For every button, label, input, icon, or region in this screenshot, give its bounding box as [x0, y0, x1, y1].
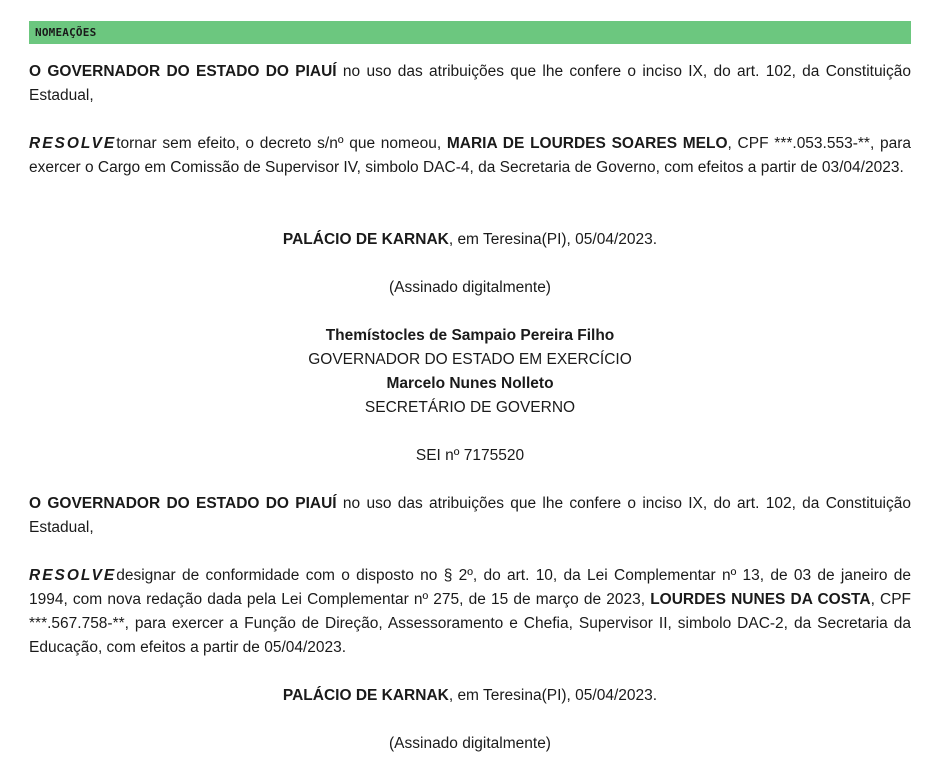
act2-place-date-text: , em Teresina(PI), 05/04/2023.: [448, 687, 658, 704]
section-header: [29, 21, 911, 44]
act1-resolution: [29, 132, 911, 180]
act2-governor-heading: O GOVERNADOR DO ESTADO DO PIAUÍ: [29, 495, 337, 512]
act1-palace-name: PALÁCIO DE KARNAK: [282, 231, 449, 248]
act1-preamble: [29, 60, 911, 108]
act1-signer2-title: SECRETÁRIO DE GOVERNO: [364, 399, 576, 416]
act1-resolve-word: RESOLVE: [29, 135, 117, 152]
act2-palace-name: PALÁCIO DE KARNAK: [282, 687, 449, 704]
act1-governor-heading: O GOVERNADOR DO ESTADO DO PIAUÍ: [29, 63, 337, 80]
act2-resolve-word: RESOLVE: [29, 567, 117, 584]
act2-preamble: [29, 492, 911, 540]
section-title: NOMEAÇÕES: [35, 26, 97, 39]
act1-person-name: MARIA DE LOURDES SOARES MELO: [446, 135, 728, 152]
act1-resolution-text-start: tornar sem efeito, o decreto s/nº que nomeou,: [116, 135, 447, 152]
act2-signature-note: (Assinado digitalmente): [389, 735, 551, 752]
act1-place-date: [29, 228, 911, 252]
act2-person-name: LOURDES NUNES DA COSTA: [650, 591, 871, 608]
act1-signer1-name: [29, 324, 911, 348]
act2-resolution-text-end: , CPF ***.567.758-**, para exercer a Função de Direção, Assessoramento e Chefia, Supervisor II, simbolo DAC-2, da Secretaria da Educação, com efeitos a partir de 05/04/2023.: [29, 591, 912, 656]
act1-signer1-title: GOVERNADOR DO ESTADO EM EXERCÍCIO: [308, 351, 632, 368]
act1-resolution-text-end: , CPF ***.053.553-**, para exercer o Cargo em Comissão de Supervisor IV, simbolo DAC-4, da Secretaria de Governo, com efeitos a partir de 03/04/2023.: [29, 135, 911, 176]
act1-signature-note: (Assinado digitalmente): [389, 279, 551, 296]
act2-resolution: [29, 564, 911, 660]
act1-signer2-name: [29, 372, 911, 396]
act1-signer2-name-text: Marcelo Nunes Nolleto: [386, 375, 554, 392]
act2-resolution-text-start: designar de conformidade com o disposto no § 2º, do art. 10, da Lei Complementar nº 13, de 03 de janeiro de 1994, com nova redação dada pela Lei Complementar nº 275, de 15 de março de 2023,: [29, 567, 911, 608]
act2-place-date: [29, 684, 911, 708]
act2-preamble-text: no uso das atribuições que lhe confere o inciso IX, do art. 102, da Constituição Estadual,: [29, 495, 911, 536]
act1-preamble-text: no uso das atribuições que lhe confere o inciso IX, do art. 102, da Constituição Estadual,: [29, 63, 911, 104]
act1-place-date-text: , em Teresina(PI), 05/04/2023.: [448, 231, 658, 248]
act1-sei-number: SEI nº 7175520: [415, 447, 525, 464]
act1-signer1-name-text: Themístocles de Sampaio Pereira Filho: [325, 327, 615, 344]
